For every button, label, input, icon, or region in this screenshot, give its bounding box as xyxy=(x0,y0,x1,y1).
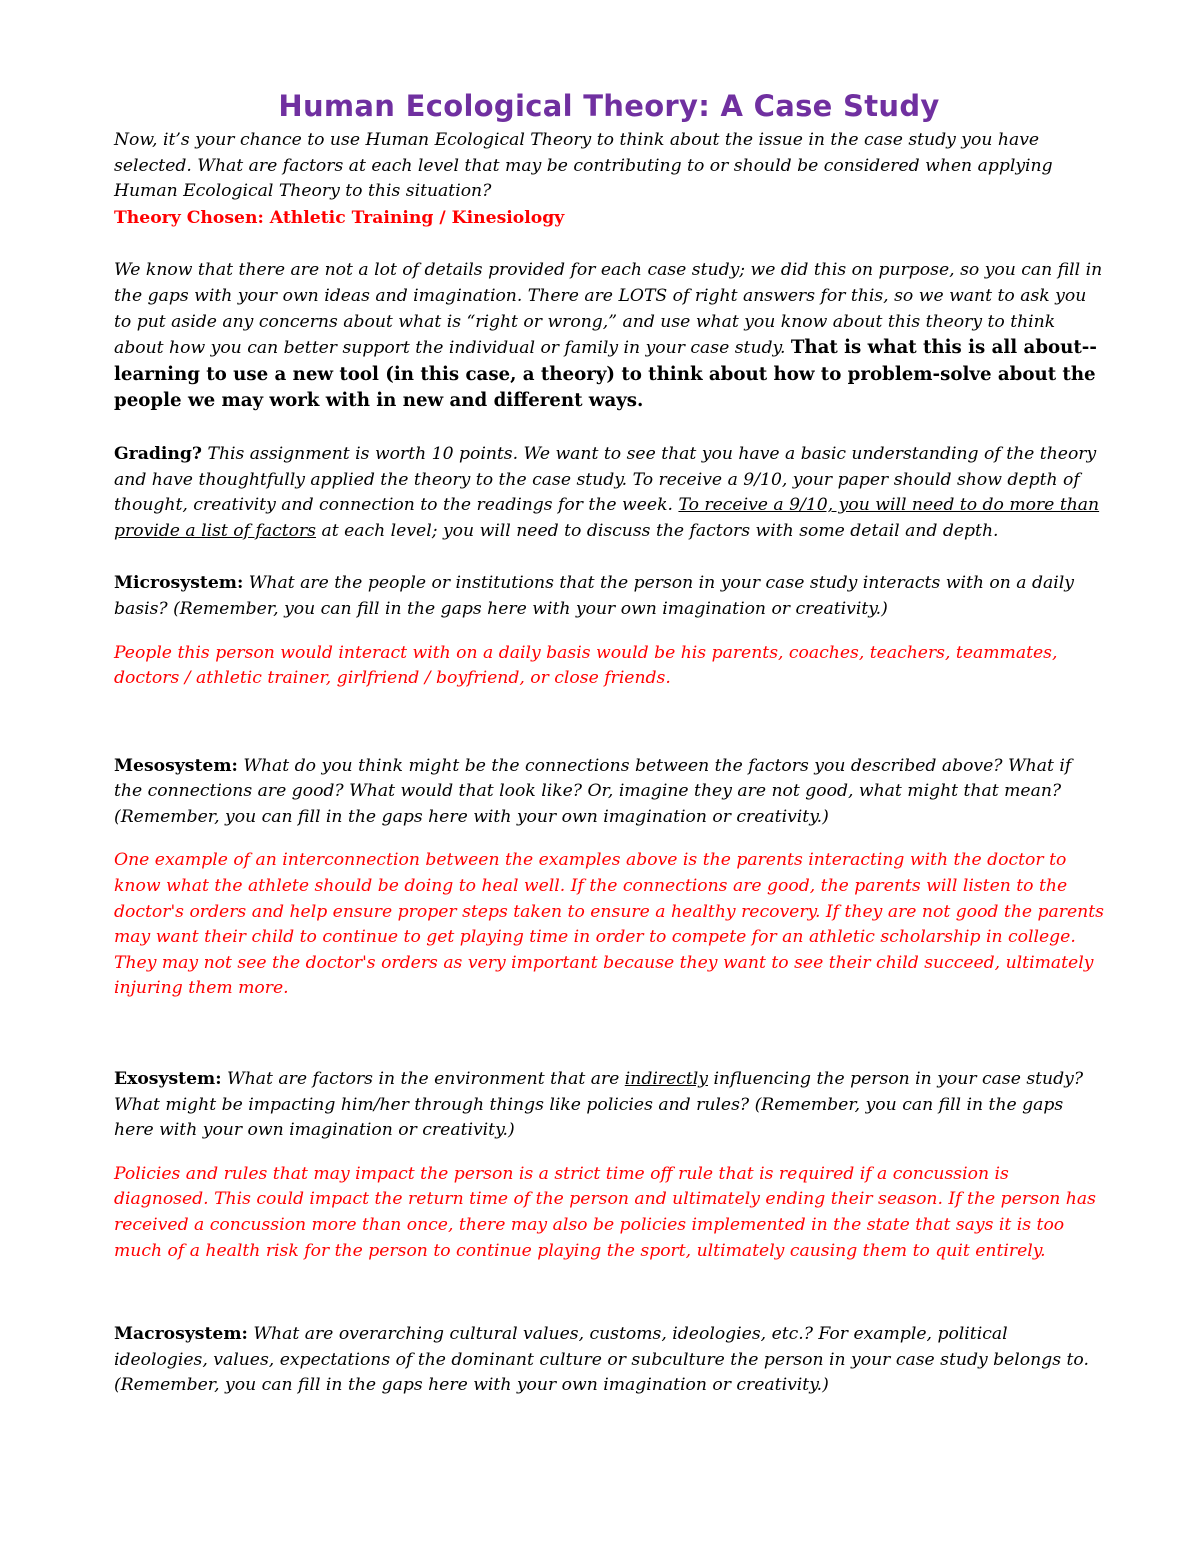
exosystem-answer: Policies and rules that may impact the person is a strict time off rule that is required if a concussion is diagnosed. This could impact the return time of the person and ultimately ending their season. If the person has received a concussion more than once, there may also be policies implemented in the state that says it is too much of a health risk for the person to continue playing the sport, ultimately causing them to quit entirely. xyxy=(114,1163,1096,1261)
grading-label: Grading? xyxy=(114,443,203,464)
exosystem-label: Exosystem: xyxy=(114,1069,222,1090)
microsystem-question xyxy=(114,571,1104,622)
mesosystem-question xyxy=(114,754,1104,831)
page-title: Human Ecological Theory: A Case Study xyxy=(278,89,940,123)
grading-underlined-text: To receive a 9/10, you will need to do more than provide a list of factors xyxy=(114,495,1100,541)
theory-chosen: Theory Chosen: Athletic Training / Kinesiology xyxy=(114,207,565,228)
mesosystem-label: Mesosystem: xyxy=(114,755,238,776)
exosystem-question-text-a: What are factors in the environment that are xyxy=(221,1069,625,1090)
document-page xyxy=(114,86,1104,1399)
microsystem-label: Microsystem: xyxy=(114,573,244,594)
mesosystem-question-text: What do you think might be the connections between the factors you described above? What if the connections are good? What would that look like? Or, imagine they are not good, what might that mean? (Remember, you can fill in the gaps here with your own imagination or creativity.) xyxy=(114,755,1072,827)
details-italic-text: We know that there are not a lot of details provided for each case study; we did this on purpose, so you can fill in the gaps with your own ideas and imagination. There are LOTS of right answers for this, so we want to ask you to put aside any concerns about what is “right or wrong,” and use what you know about this theory to think about how you can better support the individual or family in your case study. xyxy=(114,260,1103,359)
grading-paragraph xyxy=(114,442,1104,544)
exosystem-question-text-b: influencing the person in your case study? What might be impacting him/her through things like policies and rules? (Remember, you can fill in the gaps here with your own imagination or creativity.) xyxy=(114,1069,1084,1141)
details-paragraph xyxy=(114,258,1104,415)
exosystem-question-underlined: indirectly xyxy=(624,1069,708,1090)
macrosystem-question-text: What are overarching cultural values, customs, ideologies, etc.? For example, political ideologies, values, expectations of the dominant culture or subculture the person in your case study belongs to. (Remember, you can fill in the gaps here with your own imagination or creativity.) xyxy=(114,1324,1089,1396)
mesosystem-answer: One example of an interconnection between the examples above is the parents interacting with the doctor to know what the athlete should be doing to heal well. If the connections are good, the parents will listen to the doctor's orders and help ensure proper steps taken to ensure a healthy recovery. If they are not good the parents may want their child to continue to get playing time in order to compete for an athletic scholarship in college. They may not see the doctor's orders as very important because they want to see their child succeed, ultimately injuring them more. xyxy=(114,850,1104,999)
grading-text: This assignment is worth 10 points. We want to see that you have a basic understanding of the theory and have thoughtfully applied the theory to the case study. To receive a 9/10, your paper should show depth of thought, creativity and connection to the readings for the week. xyxy=(114,443,1097,516)
microsystem-answer: People this person would interact with on a daily basis would be his parents, coaches, teachers, teammates, doctors / athletic trainer, girlfriend / boyfriend, or close friends. xyxy=(114,642,1058,689)
grading-tail-text: at each level; you will need to discuss the factors with some detail and depth. xyxy=(316,520,999,541)
microsystem-question-text: What are the people or institutions that the person in your case study interacts with on a daily basis? (Remember, you can fill in the gaps here with your own imagination or creativity.) xyxy=(114,573,1074,619)
details-bold-text: That is what this is all about--learning to use a new tool (in this case, a theory) to think about how to problem-solve about the people we may work with in new and different ways. xyxy=(114,337,1097,412)
macrosystem-label: Macrosystem: xyxy=(114,1324,248,1345)
macrosystem-question xyxy=(114,1322,1104,1399)
intro-paragraph: Now, it’s your chance to use Human Ecological Theory to think about the issue in the case study you have selected. What are factors at each level that may be contributing to or should be considered when applying Human Ecological Theory to this situation? xyxy=(114,130,1053,202)
exosystem-question xyxy=(114,1067,1104,1144)
